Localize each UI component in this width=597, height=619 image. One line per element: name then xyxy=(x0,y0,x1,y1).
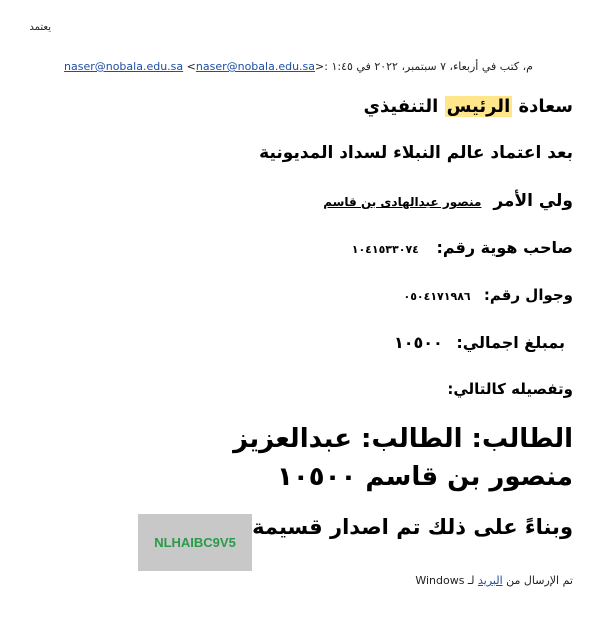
sent-from-footer xyxy=(415,574,573,587)
sent-info: م، كتب في أربعاء، ٧ سبتمبر، ٢٠٢٢ في ١:٤٥ xyxy=(331,60,533,73)
sender-email-link[interactable]: naser@nobala.edu.sa xyxy=(64,60,184,73)
bracket-open: < xyxy=(186,60,196,73)
details-label: وتفصيله كالتالي: xyxy=(447,380,573,398)
invoice-code-badge xyxy=(138,514,252,571)
amount-value: ١٠٥٠٠ xyxy=(393,333,443,352)
amount-label: بمبلغ اجمالي: xyxy=(456,333,565,352)
invoice-code: NLHAIBC9V5 xyxy=(154,535,236,550)
salutation-highlight: الرئيس xyxy=(446,96,511,117)
approve-note: يعتمد xyxy=(29,22,51,33)
id-line xyxy=(352,238,573,257)
guardian-name: منصور عبدالهادى بن قاسم xyxy=(323,195,482,209)
footer-suffix: لـ Windows xyxy=(415,574,479,587)
email-header xyxy=(13,60,533,73)
salutation-suffix: التنفيذي xyxy=(363,96,445,117)
mobile-line xyxy=(403,286,573,304)
id-number: ١٠٤١٥٣٣٠٧٤ xyxy=(351,243,419,256)
mobile-label: وجوال رقم: xyxy=(483,286,573,304)
approval-line: بعد اعتماد عالم النبلاء لسداد المديونية xyxy=(259,143,573,163)
bracket-close: >: xyxy=(315,60,328,73)
therefore-line: وبناءً على ذلك تم اصدار قسيمة xyxy=(252,515,573,539)
sender-email-link-2[interactable]: naser@nobala.edu.sa xyxy=(195,60,316,73)
mail-app-link[interactable]: البريد xyxy=(478,574,503,587)
mobile-number: ٠٥٠٤١٧١٩٨٦ xyxy=(403,290,471,303)
salutation xyxy=(363,96,573,117)
id-label: صاحب هوية رقم: xyxy=(436,238,573,257)
guardian-line xyxy=(323,191,573,211)
salutation-prefix: سعادة xyxy=(512,96,573,117)
student-line: الطالب: الطالب: عبدالعزيز منصور بن قاسم ١٠٥٠٠ xyxy=(233,424,573,492)
footer-prefix: تم الإرسال من xyxy=(502,574,573,587)
guardian-label: ولي الأمر xyxy=(493,191,573,211)
amount-line xyxy=(394,333,565,352)
